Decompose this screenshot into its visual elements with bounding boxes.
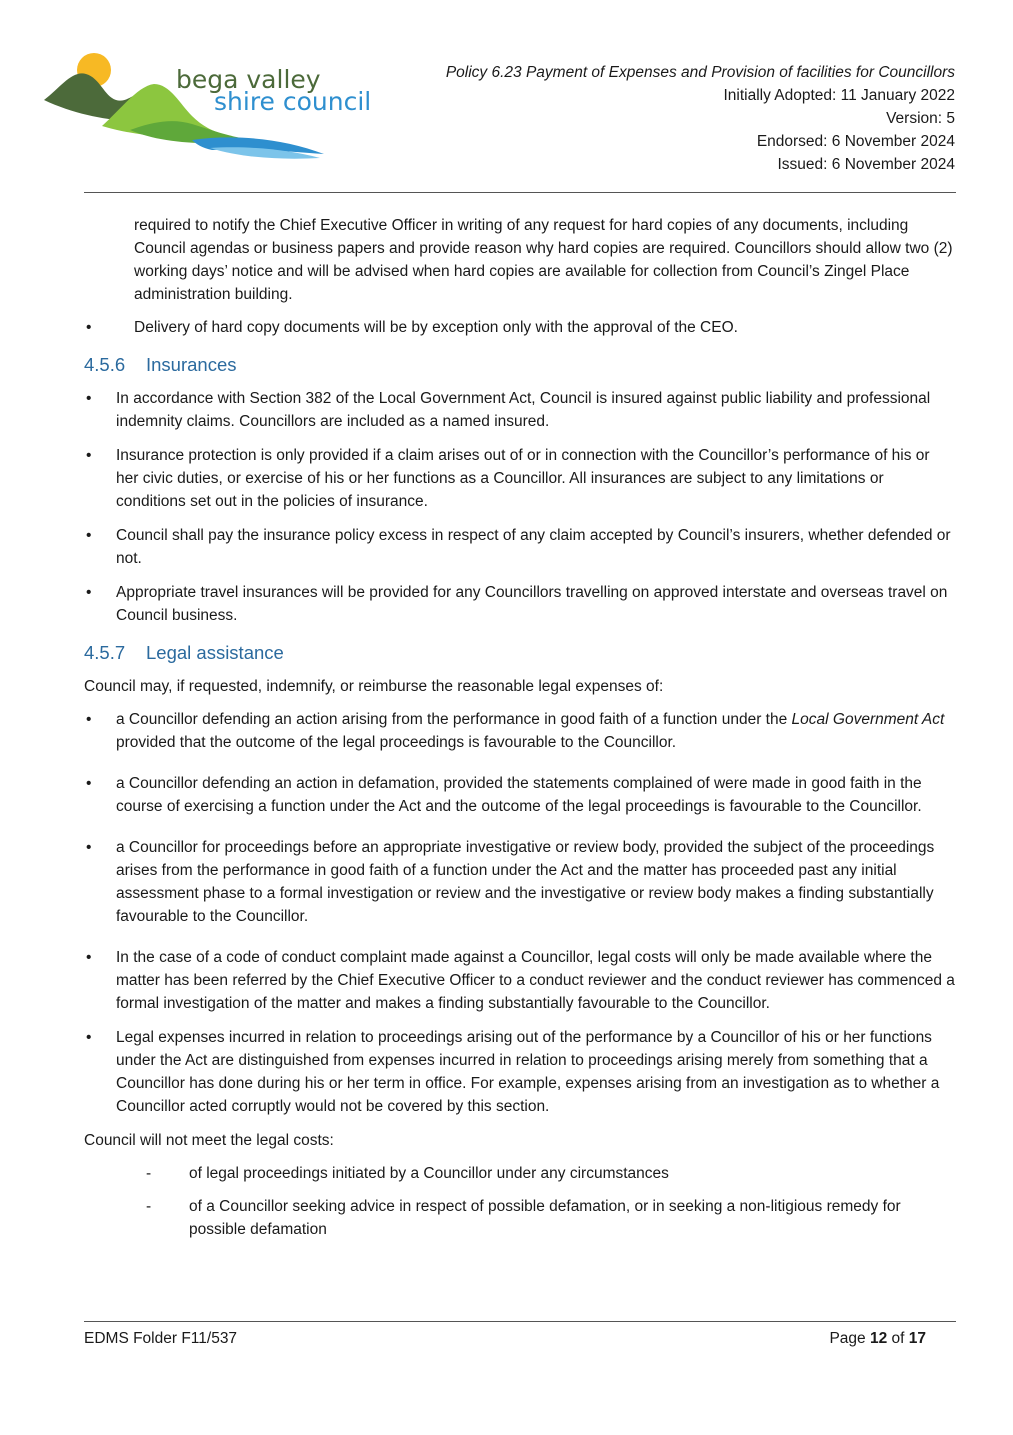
list-item-text-pre: a Councillor defending an action arising from the performance in good faith of a function under the [116, 711, 792, 728]
section-title: Insurances [146, 354, 237, 375]
bullet-icon: • [86, 1029, 92, 1046]
dash-item-text: of a Councillor seeking advice in respect of possible defamation, or in seeking a non-litigious remedy for possible defamation [189, 1198, 901, 1238]
section-number: 4.5.7 [84, 642, 126, 663]
list-item-text: Appropriate travel insurances will be provided for any Councillors travelling on approved interstate and overseas travel on Council business. [116, 584, 948, 624]
bullet-icon: • [86, 527, 92, 544]
logo-text-line2: shire council [214, 87, 372, 116]
policy-title: Policy 6.23 Payment of Expenses and Provision of facilities for Councillors [445, 64, 955, 81]
list-item [84, 1026, 956, 1118]
bullet-icon: • [86, 390, 92, 407]
page-number [829, 1327, 926, 1350]
initially-adopted: Initially Adopted: 11 January 2022 [723, 87, 955, 104]
list-item-text: In accordance with Section 382 of the Local Government Act, Council is insured against public liability and professional indemnity claims. Councillors are included as a named insured. [116, 390, 931, 430]
endorsed-date: Endorsed: 6 November 2024 [756, 133, 955, 150]
bullet-icon: • [86, 775, 92, 792]
not-meet-intro: Council will not meet the legal costs: [84, 1132, 334, 1149]
bullet-icon: • [86, 949, 92, 966]
list-item [84, 708, 956, 754]
dash-list-item [84, 1162, 956, 1185]
list-item-text: Insurance protection is only provided if a claim arises out of or in connection with the Councillor’s performance of his or her civic duties, or exercise of his or her functions as a Councillor. All insurances are subject to any limitations or conditions set out in the policies of insurance. [116, 447, 930, 510]
dash-item-text: of legal proceedings initiated by a Councillor under any circumstances [189, 1165, 669, 1182]
section-heading-legal-assistance [84, 641, 956, 665]
list-item [84, 316, 956, 339]
section-number: 4.5.6 [84, 354, 126, 375]
page-of: of [887, 1330, 909, 1347]
list-item-text: a Councillor for proceedings before an appropriate investigative or review body, provided the subject of the proceedings arises from the performance in good faith of a function under the Act and the matter has proceeded past any initial assessment phase to a formal investigation or review and the investigative or review body makes a finding substantially favourable to the Councillor. [116, 839, 935, 925]
act-name: Local Government Act [791, 711, 945, 728]
bullet-icon: • [86, 839, 92, 856]
list-item-text-post: provided that the outcome of the legal proceedings is favourable to the Councillor. [116, 734, 677, 751]
issued-date: Issued: 6 November 2024 [777, 156, 955, 173]
dash-icon: - [146, 1165, 152, 1182]
document-body [84, 214, 956, 1251]
document-header-meta [446, 61, 955, 176]
bullet-icon: • [86, 711, 92, 728]
list-item-text: Legal expenses incurred in relation to proceedings arising out of the performance by a Councillor of his or her functions under the Act are distinguished from expenses incurred in relation to proceedings arising merely from something that a Councillor has done during his or her term in office. For example, expenses arising from an investigation as to whether a Councillor acted corruptly would not be covered by this section. [116, 1029, 940, 1115]
bullet-icon: • [86, 319, 92, 336]
bullet-icon: • [86, 584, 92, 601]
dash-icon: - [146, 1198, 152, 1215]
list-item [84, 946, 956, 1015]
section-heading-insurances [84, 353, 956, 377]
page-total: 17 [908, 1330, 926, 1347]
bullet-icon: • [86, 447, 92, 464]
list-item-text: In the case of a code of conduct complaint made against a Councillor, legal costs will only be made available where the matter has been referred by the Chief Executive Officer to a conduct reviewer and the conduct reviewer has commenced a formal investigation of the matter and makes a finding substantially favourable to the Councillor. [116, 949, 955, 1012]
footer-divider [84, 1321, 956, 1322]
logo-text-line1: bega valley [176, 65, 321, 94]
list-item [84, 444, 956, 513]
list-item [84, 836, 956, 928]
list-item [84, 772, 956, 818]
list-item [84, 387, 956, 433]
page-current: 12 [869, 1330, 888, 1347]
list-item-text: a Councillor defending an action in defamation, provided the statements complained of were made in good faith in the course of exercising a function under the Act and the outcome of the legal proceedings is favourable to the Councillor. [116, 775, 922, 815]
list-item [84, 581, 956, 627]
version: Version: 5 [886, 110, 955, 127]
list-item-text: Delivery of hard copy documents will be by exception only with the approval of the CEO. [134, 319, 738, 336]
page-prefix: Page [829, 1330, 870, 1347]
council-logo [42, 48, 372, 160]
list-item-text: Council shall pay the insurance policy excess in respect of any claim accepted by Council’s insurers, whether defended or not. [116, 527, 951, 567]
section-title: Legal assistance [146, 642, 284, 663]
legal-intro: Council may, if requested, indemnify, or reimburse the reasonable legal expenses of: [84, 678, 664, 695]
header-divider [84, 192, 956, 193]
continuation-paragraph: required to notify the Chief Executive Officer in writing of any request for hard copies of any documents, including Council agendas or business papers and provide reason why hard copies are required. Councillors should allow two (2) working days’ notice and will be advised when hard copies are available for collection from Council’s Zingel Place administration building. [134, 217, 953, 303]
list-item [84, 524, 956, 570]
dash-list-item [84, 1195, 956, 1241]
edms-folder: EDMS Folder F11/537 [84, 1330, 238, 1347]
logo-graphic-icon [42, 48, 372, 160]
